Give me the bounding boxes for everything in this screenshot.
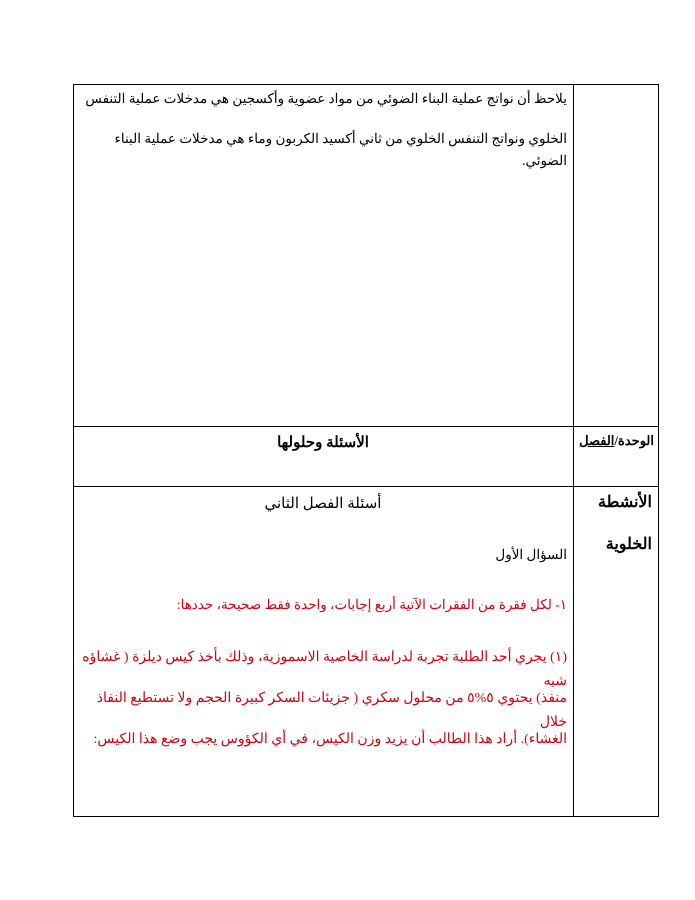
question-item-line-2: منفذ) يحتوي ٥%٥ من محلول سكري ( جزيئات السكر كبيرة الحجم ولا تستطيع النفاذ خلال: [96, 691, 567, 730]
chapter-label-text: الفصل: [579, 433, 615, 448]
activities-label: [576, 490, 652, 558]
question-instruction: ١- لكل فقرة من الفقرات الآتية أربع إجابات، واحدة فقط صحيحة، حددها:: [176, 597, 567, 612]
row-divider-1: [73, 426, 659, 427]
table-border-bottom: [73, 816, 659, 817]
top-paragraph-line-2: الخلوي ونواتج التنفس الخلوي من ثاني أكسيد الكربون وماء هي مدخلات عملية البناء الضوئي.: [114, 131, 567, 168]
table-border-right: [658, 84, 659, 817]
question-item-line-3: الغشاء). أراد هذا الطالب أن يزيد وزن الكيس، في أي الكؤوس يجب وضع هذا الكيس:: [93, 732, 567, 747]
activities-label-line-1: الأنشطة: [598, 494, 652, 511]
question-item-1: [77, 646, 567, 752]
top-paragraph-line-1: يلاحظ أن نواتج عملية البناء الضوئي من مواد عضوية وأكسجين هي مدخلات عملية التنفس: [85, 91, 567, 106]
top-paragraph: [81, 88, 567, 168]
row-divider-2: [73, 486, 659, 487]
unit-label-text: الوحدة/: [614, 433, 654, 448]
unit-label: [576, 430, 654, 452]
question-heading: السؤال الأول: [495, 547, 567, 562]
activities-label-line-2: الخلوية: [605, 536, 652, 553]
unit-title: الأسئلة وحلولها: [277, 435, 369, 451]
question-item-line-1: (١) يجري أحد الطلبة تجربة لدراسة الخاصية الاسموزية، وذلك بأخذ كيس ديلزة ( غشاؤه شبه: [82, 650, 567, 689]
document-table: [73, 84, 659, 817]
chapter-title: أسئلة الفصل الثاني: [264, 496, 382, 512]
column-divider: [573, 84, 574, 817]
table-border-top: [73, 84, 659, 85]
